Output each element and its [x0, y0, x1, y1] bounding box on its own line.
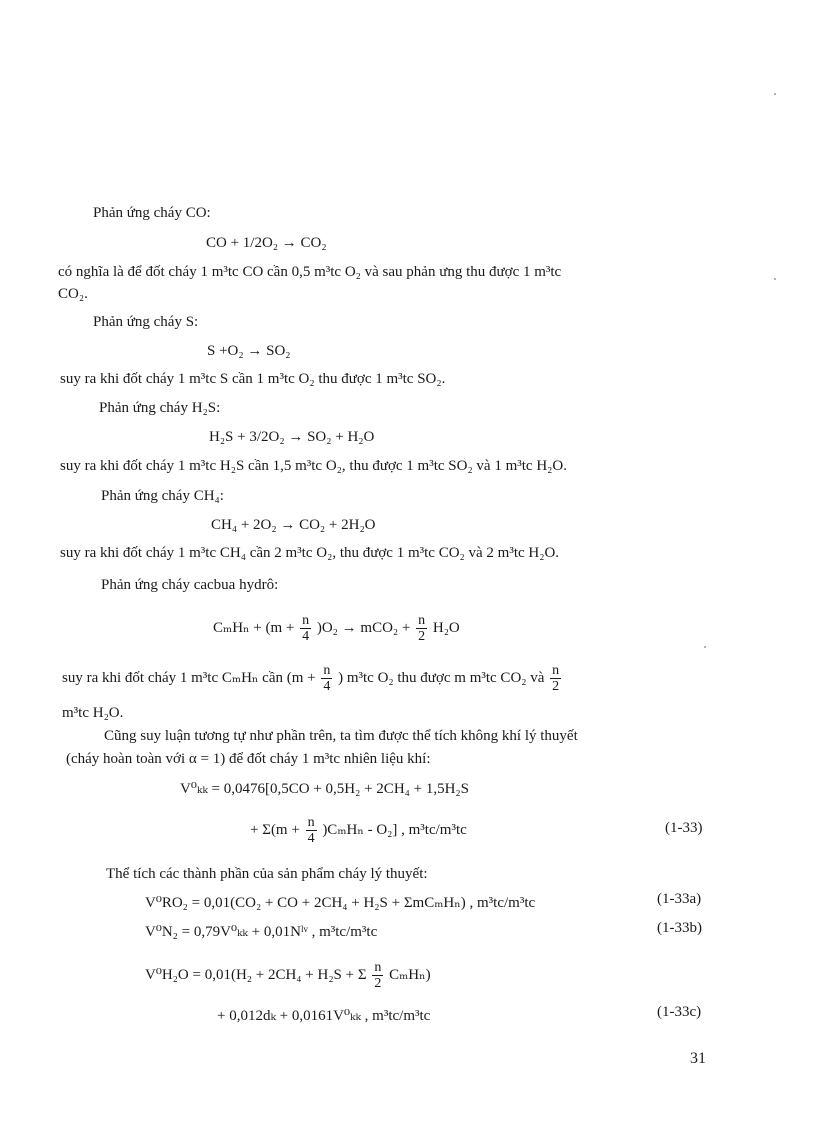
text-cmhn-line-1: [62, 658, 563, 698]
fraction-n-over-4: $\frac{n}{4}$: [323, 663, 331, 695]
fraction-n-over-2: $\frac{n}{2}$: [552, 663, 560, 695]
equation-vh2o-line-2: + 0,012dₖ + 0,0161V⁰ₖₖ , m³tc/m³tc: [217, 1008, 431, 1024]
eq-vh2o-part-b: CₘHₙ): [389, 967, 431, 983]
paragraph-theory-line-2: (cháy hoàn toàn với α = 1) để đốt cháy 1 m³tc nhiên liệu khí:: [66, 751, 431, 767]
equation-vn2: V⁰N₂ = 0,79V⁰ₖₖ + 0,01Nˡᵛ , m³tc/m³tc: [145, 924, 378, 940]
fraction-n-over-2: $\frac{n}{2}$: [418, 613, 426, 645]
text-h2s: suy ra khi đốt cháy 1 m³tc H₂S cần 1,5 m³tc O₂, thu được 1 m³tc SO₂ và 1 m³tc H₂O.: [60, 458, 567, 474]
fraction-n-over-2: $\frac{n}{2}$: [374, 960, 382, 992]
eq-vh2o-part-a: V⁰H₂O = 0,01(H₂ + 2CH₄ + H₂S + Σ: [145, 967, 367, 983]
equation-number-1-33: (1-33): [665, 820, 703, 836]
equation-co: CO + 1/2O₂ → CO₂: [206, 235, 327, 251]
page-number: 31: [690, 1050, 706, 1067]
equation-vh2o-line-1: [145, 955, 431, 995]
text-co-line-1: có nghĩa là để đốt cháy 1 m³tc CO cần 0,5 m³tc O₂ và sau phản ưng thu được 1 m³tc: [58, 264, 562, 280]
fraction-n-over-4: $\frac{n}{4}$: [302, 613, 310, 645]
equation-number-1-33b: (1-33b): [657, 920, 702, 936]
fraction-n-over-4: $\frac{n}{4}$: [307, 815, 315, 847]
equation-h2s: H₂S + 3/2O₂ → SO₂ + H₂O: [209, 429, 375, 445]
heading-s: Phản ứng cháy S:: [93, 314, 199, 330]
equation-cmhn: [213, 608, 460, 648]
text-ch4: suy ra khi đốt cháy 1 m³tc CH₄ cần 2 m³tc O₂, thu được 1 m³tc CO₂ và 2 m³tc H₂O.: [60, 545, 560, 561]
equation-vro2: V⁰RO₂ = 0,01(CO₂ + CO + 2CH₄ + H₂S + ΣmCₘHₙ) , m³tc/m³tc: [145, 895, 536, 911]
equation-number-1-33a: (1-33a): [657, 891, 702, 907]
heading-cmhn: Phản ứng cháy cacbua hydrô:: [101, 577, 279, 593]
text-cmhn-part-a: suy ra khi đốt cháy 1 m³tc CₘHₙ cần (m +: [62, 670, 316, 686]
text-s: suy ra khi đốt cháy 1 m³tc S cần 1 m³tc O₂ thu được 1 m³tc SO₂.: [60, 371, 446, 387]
text-co-line-2: CO₂.: [58, 286, 88, 302]
dot-mark: [774, 93, 776, 95]
eq-vkk-part-b: )CₘHₙ - O₂] , m³tc/m³tc: [322, 822, 467, 838]
heading-ch4: Phản ứng cháy CH₄:: [101, 488, 224, 504]
equation-number-1-33c: (1-33c): [657, 1004, 702, 1020]
text-cmhn-line-2: m³tc H₂O.: [62, 705, 124, 721]
eq-vkk-part-a: + Σ(m +: [250, 822, 300, 838]
paragraph-theory-line-1: Cũng suy luận tương tự như phần trên, ta tìm được thể tích không khí lý thuyết: [104, 728, 578, 744]
dot-mark: [774, 278, 776, 280]
heading-h2s: Phản ứng cháy H₂S:: [99, 400, 221, 416]
equation-vkk-line-2: [250, 810, 467, 850]
text-cmhn-part-b: ) m³tc O₂ thu được m m³tc CO₂ và: [338, 670, 545, 686]
equation-ch4: CH₄ + 2O₂ → CO₂ + 2H₂O: [211, 517, 376, 533]
equation-vkk-line-1: V⁰ₖₖ = 0,0476[0,5CO + 0,5H₂ + 2CH₄ + 1,5H₂S: [180, 781, 469, 797]
eq-cmhn-part-a: CₘHₙ + (m +: [213, 620, 295, 636]
equation-s: S +O₂ → SO₂: [207, 343, 291, 359]
eq-cmhn-part-b: )O₂ → mCO₂ +: [316, 620, 411, 636]
dot-mark: [704, 646, 706, 648]
eq-cmhn-part-c: H₂O: [432, 620, 460, 636]
heading-co: Phản ứng cháy CO:: [93, 205, 211, 221]
paragraph-products: Thể tích các thành phần của sản phẩm cháy lý thuyết:: [106, 866, 428, 882]
